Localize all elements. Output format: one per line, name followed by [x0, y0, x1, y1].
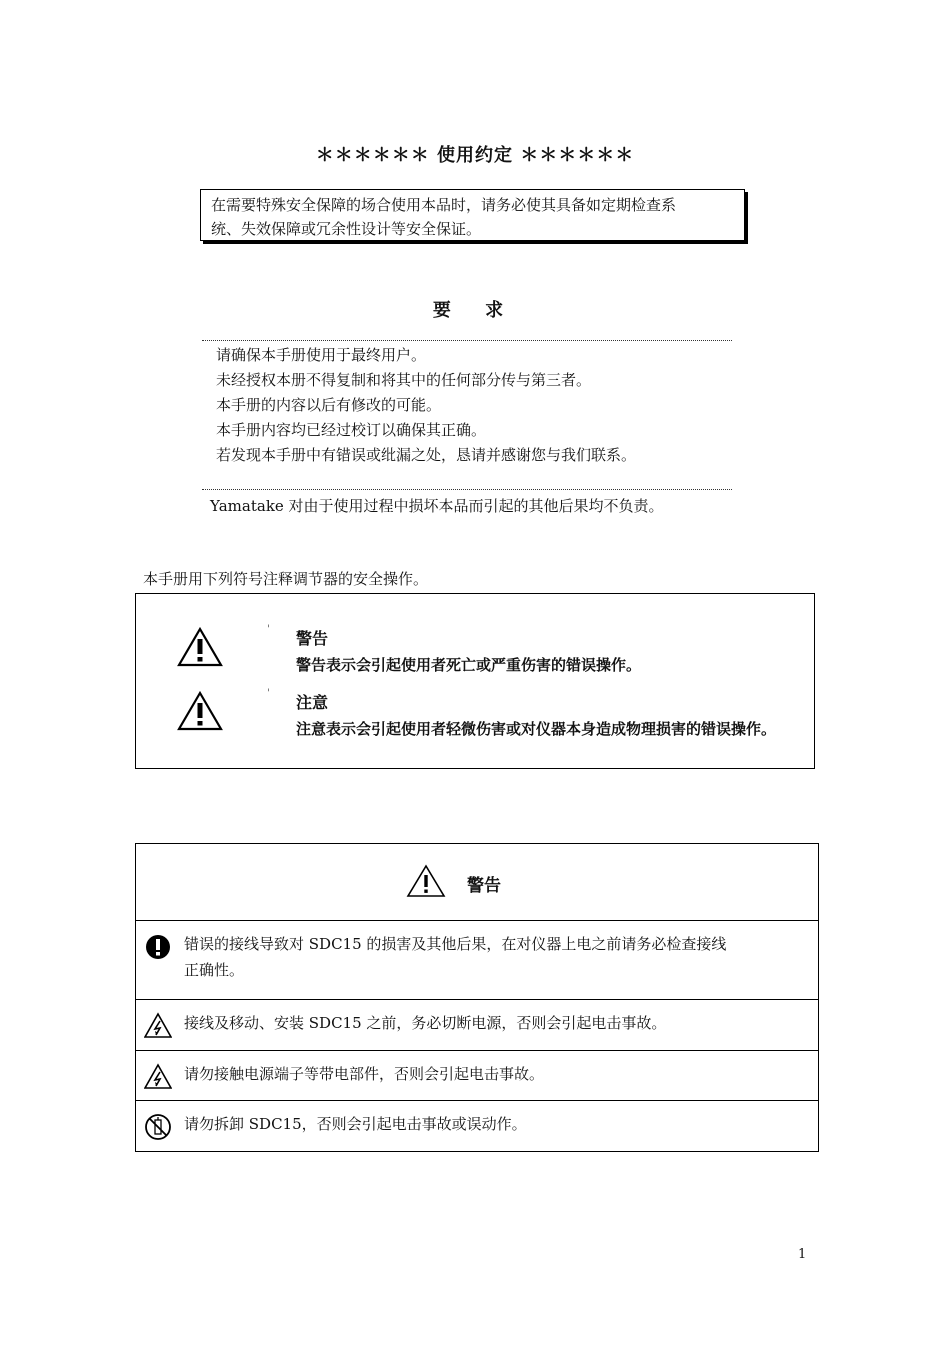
disclaimer-text: Yamatake 对由于使用过程中损坏本品而引起的其他后果均不负责。 [210, 497, 664, 515]
requirement-item: 若发现本手册中有错误或纰漏之处，恳请并感谢您与我们联系。 [216, 446, 637, 464]
warning-row [136, 921, 818, 1000]
mandatory-exclamation-icon [144, 933, 172, 961]
warning-triangle-icon [406, 864, 446, 898]
caution-triangle-icon [176, 690, 224, 732]
requirements-list [216, 343, 636, 468]
warning-text: 请勿接触电源端子等带电部件，否则会引起电击事故。 [184, 1065, 545, 1083]
dotted-divider-bottom [202, 489, 732, 490]
symbol-title: 警告 [296, 629, 329, 648]
page-number: 1 [798, 1247, 807, 1262]
requirements-title: 要 求 [432, 300, 518, 321]
symbol-intro-text: 本手册用下列符号注释调节器的安全操作。 [143, 570, 429, 588]
notice-line-1: 在需要特殊安全保障的场合使用本品时，请务必使其具备如定期检查系 [211, 196, 677, 214]
warning-text: 请勿拆卸 SDC15，否则会引起电击事故或误动作。 [184, 1115, 527, 1133]
requirement-item: 本手册的内容以后有修改的可能。 [216, 396, 442, 414]
requirement-item: 请确保本手册使用于最终用户。 [216, 346, 427, 364]
warning-text: 接线及移动、安装 SDC15 之前，务必切断电源，否则会引起电击事故。 [184, 1014, 667, 1032]
requirement-item: 未经授权本册不得复制和将其中的任何部分传与第三者。 [216, 371, 592, 389]
warning-row [136, 1101, 818, 1151]
requirement-item: 本手册内容均已经过校订以确保其正确。 [216, 421, 487, 439]
symbol-description: 警告表示会引起使用者死亡或严重伤害的错误操作。 [296, 656, 642, 674]
symbol-legend-box [135, 593, 815, 769]
warning-table-title: 警告 [467, 876, 501, 896]
warning-table [135, 843, 819, 1152]
no-disassembly-icon [144, 1113, 172, 1141]
usage-agreement-title: ＊＊＊＊＊＊ 使用约定 ＊＊＊＊＊＊ [315, 145, 635, 166]
tick-mark: ' [267, 624, 270, 635]
warning-table-header [136, 844, 818, 921]
warning-text: 错误的接线导致对 SDC15 的损害及其他后果，在对仪器上电之前请务必检查接线 正确性。 [184, 935, 727, 979]
electric-shock-icon [144, 1063, 172, 1091]
warning-row [136, 1051, 818, 1101]
warning-row [136, 1000, 818, 1051]
symbol-description: 注意表示会引起使用者轻微伤害或对仪器本身造成物理损害的错误操作。 [296, 720, 777, 738]
safety-notice-box [200, 189, 745, 241]
dotted-divider-top [202, 340, 732, 341]
notice-line-2: 统、失效保障或冗余性设计等安全保证。 [211, 220, 482, 238]
warning-triangle-icon [176, 626, 224, 668]
symbol-title: 注意 [296, 693, 329, 712]
tick-mark: ' [267, 688, 270, 699]
electric-shock-icon [144, 1012, 172, 1040]
